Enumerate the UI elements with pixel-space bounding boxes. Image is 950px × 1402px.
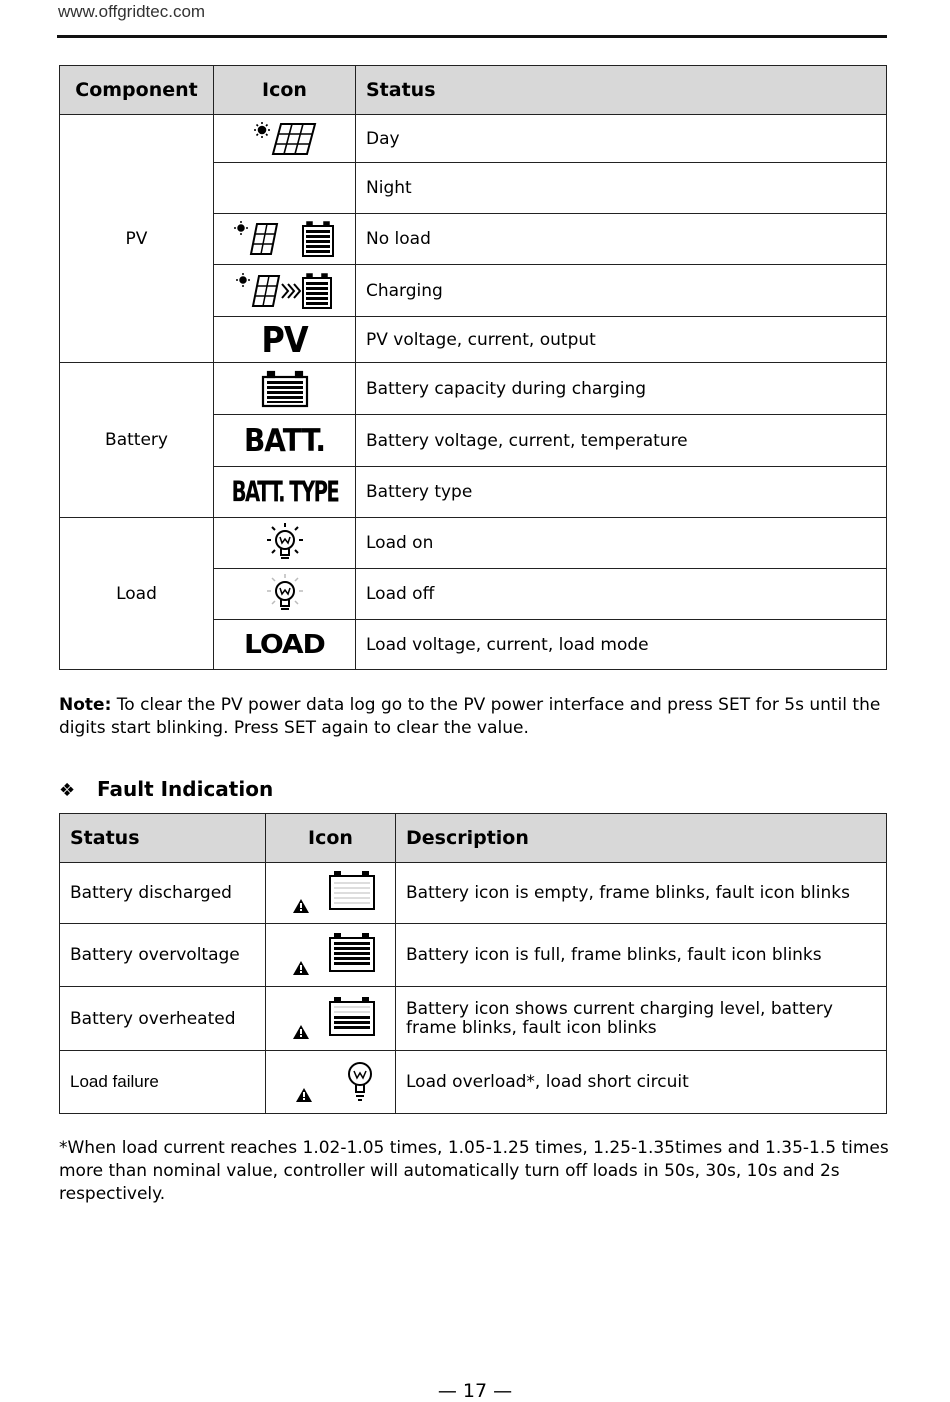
status-pv-voltage: PV voltage, current, output — [356, 317, 887, 363]
table-row — [60, 363, 887, 415]
header-description: Description — [396, 814, 887, 863]
fault-section-title — [59, 777, 273, 801]
component-pv: PV — [60, 115, 214, 363]
warning-bulb-icon — [266, 1051, 396, 1114]
warning-battery-empty-icon — [266, 863, 396, 924]
status-charging: Charging — [356, 265, 887, 317]
fault-description: Battery icon is full, frame blinks, fault icon blinks — [396, 924, 887, 987]
fault-description: Battery icon shows current charging level, battery frame blinks, fault icon blinks — [396, 987, 887, 1051]
site-url: www.offgridtec.com — [58, 2, 206, 21]
warning-battery-partial-icon — [266, 987, 396, 1051]
table-row — [60, 924, 887, 987]
header-status: Status — [356, 66, 887, 115]
header-status: Status — [60, 814, 266, 863]
fault-description: Load overload*, load short circuit — [396, 1051, 887, 1114]
sun-solar-panel-icon — [214, 115, 356, 163]
status-battery-type: Battery type — [356, 467, 887, 518]
table-row — [60, 987, 887, 1051]
fault-status: Battery overheated — [60, 987, 266, 1051]
battery-full-icon — [214, 363, 356, 415]
fault-table — [59, 813, 887, 1114]
components-table-header — [60, 66, 887, 115]
table-row — [60, 518, 887, 569]
page-number: — 17 — — [437, 1380, 513, 1402]
note-label: Note: — [59, 695, 112, 715]
component-battery: Battery — [60, 363, 214, 518]
bulb-on-icon — [214, 518, 356, 569]
status-battery-voltage: Battery voltage, current, temperature — [356, 415, 887, 467]
status-load-on: Load on — [356, 518, 887, 569]
moon-icon — [214, 163, 356, 214]
status-day: Day — [356, 115, 887, 163]
fault-status: Battery overvoltage — [60, 924, 266, 987]
header-component: Component — [60, 66, 214, 115]
table-row — [60, 863, 887, 924]
header-icon: Icon — [214, 66, 356, 115]
batt-text-icon: BATT. — [214, 415, 356, 467]
fault-table-header — [60, 814, 887, 863]
table-row — [60, 1051, 887, 1114]
note-text: To clear the PV power data log go to the PV power interface and press SET for 5s until the digits start blinking. Press SET again to clear the value. — [59, 695, 881, 738]
bulb-off-icon — [214, 569, 356, 620]
sun-panel-arrows-battery-icon — [214, 265, 356, 317]
fault-title-text: Fault Indication — [97, 777, 274, 801]
fault-description: Battery icon is empty, frame blinks, fault icon blinks — [396, 863, 887, 924]
header-rule — [57, 35, 887, 38]
component-load: Load — [60, 518, 214, 670]
components-table — [59, 65, 887, 670]
status-no-load: No load — [356, 214, 887, 265]
warning-battery-full-icon — [266, 924, 396, 987]
diamond-bullet-icon: ❖ — [59, 780, 76, 801]
fault-status: Battery discharged — [60, 863, 266, 924]
load-text-icon: LOAD — [214, 620, 356, 670]
batt-type-text-icon: BATT. TYPE — [214, 467, 356, 518]
fault-status: Load failure — [60, 1051, 266, 1114]
header-icon: Icon — [266, 814, 396, 863]
table-row — [60, 115, 887, 163]
status-battery-capacity: Battery capacity during charging — [356, 363, 887, 415]
footnote: *When load current reaches 1.02-1.05 times, 1.05-1.25 times, 1.25-1.35times and 1.35-1.5 times more than nominal value, controller will automatically turn off loads in 50s, 30s, 10s and 2s respectively. — [59, 1138, 889, 1204]
status-night: Night — [356, 163, 887, 214]
status-load-voltage: Load voltage, current, load mode — [356, 620, 887, 670]
pv-text-icon: PV — [214, 317, 356, 363]
note-paragraph — [59, 694, 889, 740]
sun-panel-battery-icon — [214, 214, 356, 265]
status-load-off: Load off — [356, 569, 887, 620]
